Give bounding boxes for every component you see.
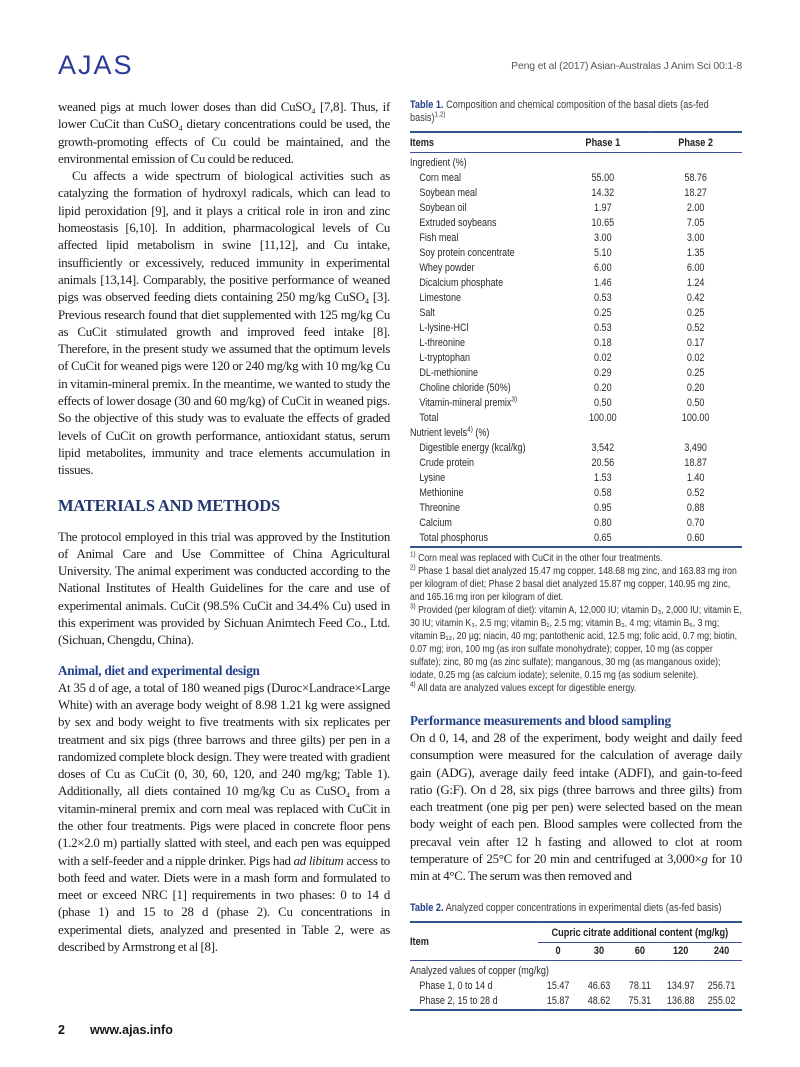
table-row bbox=[410, 291, 742, 306]
row-label: Phase 1, 0 to 14 d bbox=[419, 979, 493, 992]
table2-col-item: Item bbox=[410, 922, 538, 961]
phase1-value: 0.53 bbox=[594, 292, 612, 304]
row-label: Digestible energy (kcal/kg) bbox=[419, 442, 526, 454]
section-label: Ingredient (%) bbox=[410, 157, 467, 169]
table1-col-phase2: Phase 2 bbox=[649, 132, 742, 153]
page-number: 2 bbox=[58, 1023, 65, 1037]
table-section-row bbox=[410, 960, 742, 979]
dose-col-120: 120 bbox=[660, 942, 701, 960]
row-label: Soybean oil bbox=[419, 202, 467, 214]
phase2-value: 1.35 bbox=[686, 247, 705, 259]
footnote bbox=[410, 549, 742, 565]
phase2-value: 0.50 bbox=[686, 397, 705, 409]
footnote bbox=[410, 679, 742, 695]
dose-col-240: 240 bbox=[701, 942, 742, 960]
row-label: Methionine bbox=[419, 487, 464, 499]
phase1-value: 0.02 bbox=[594, 352, 612, 364]
subsection-heading-performance: Performance measurements and blood sampling bbox=[410, 713, 671, 728]
value-240: 256.71 bbox=[707, 979, 736, 992]
table-row bbox=[410, 231, 742, 246]
row-label: Calcium bbox=[419, 517, 452, 529]
table1-caption bbox=[410, 99, 742, 125]
phase2-value: 58.76 bbox=[684, 172, 707, 184]
section-label: Analyzed values of copper (mg/kg) bbox=[410, 964, 549, 977]
phase1-value: 0.58 bbox=[594, 487, 612, 499]
table1 bbox=[410, 131, 742, 548]
value-60: 75.31 bbox=[628, 994, 652, 1007]
footnote-marker: 4) bbox=[410, 679, 416, 689]
phase1-value: 0.80 bbox=[594, 517, 612, 529]
table1-col-items: Items bbox=[410, 132, 556, 153]
footnote-text: All data are analyzed values except for digestible energy. bbox=[415, 683, 637, 694]
value-60: 78.11 bbox=[628, 979, 651, 992]
section-label-text: Nutrient levels bbox=[410, 427, 468, 439]
value-120: 134.97 bbox=[666, 979, 695, 992]
phase2-value: 0.60 bbox=[686, 532, 705, 544]
phase2-value: 0.52 bbox=[686, 487, 705, 499]
table1-col-phase1: Phase 1 bbox=[556, 132, 649, 153]
table1-caption-text: Composition and chemical composition of the basal diets (as-fed basis) bbox=[410, 99, 709, 124]
table-row bbox=[410, 246, 742, 261]
row-label: Limestone bbox=[419, 292, 461, 304]
phase1-value: 100.00 bbox=[589, 412, 617, 424]
phase1-value: 1.97 bbox=[594, 202, 612, 214]
value-30: 48.62 bbox=[587, 994, 611, 1007]
phase2-value: 0.42 bbox=[686, 292, 705, 304]
table-row bbox=[410, 471, 742, 486]
table-section-row bbox=[410, 153, 742, 172]
row-label: Phase 2, 15 to 28 d bbox=[419, 994, 498, 1007]
table1-caption-sup: 1,2) bbox=[434, 109, 446, 119]
phase1-value: 0.50 bbox=[594, 397, 612, 409]
row-label: Choline chloride (50%) bbox=[419, 382, 511, 394]
row-label: Salt bbox=[419, 307, 435, 319]
phase2-value: 0.17 bbox=[686, 337, 705, 349]
phase1-value: 3,542 bbox=[591, 442, 615, 454]
phase2-value: 0.20 bbox=[686, 382, 705, 394]
table-row bbox=[410, 336, 742, 351]
phase1-value: 20.56 bbox=[591, 457, 615, 469]
section-label-sup: 4) bbox=[467, 424, 473, 434]
row-label: Fish meal bbox=[419, 232, 459, 244]
table-row bbox=[410, 306, 742, 321]
row-label: DL-methionine bbox=[419, 367, 479, 379]
value-0: 15.47 bbox=[546, 979, 570, 992]
row-label: L-lysine-HCl bbox=[419, 322, 469, 334]
table-row bbox=[410, 531, 742, 547]
table-row bbox=[410, 441, 742, 456]
phase1-value: 0.53 bbox=[594, 322, 612, 334]
footnote-marker: 2) bbox=[410, 562, 416, 572]
section-heading-materials-methods: MATERIALS AND METHODS bbox=[58, 495, 280, 515]
table-row bbox=[410, 994, 742, 1010]
phase1-value: 3.00 bbox=[594, 232, 612, 244]
dose-col-0: 0 bbox=[538, 942, 579, 960]
footnote-text: Provided (per kilogram of diet): vitamin A, 12,000 IU; vitamin D₃, 2,000 IU; vitamin E, 30 IU; vitamin K₃, 2.5 mg; vitamin B₁, 2.5 mg; vitamin B₂, 4 mg; vitamin B₆, 3 mg; vitamin B₁₂, 20 μg; niacin, 40 mg; pantothenic acid, 12.5 mg; folic acid, 0.7 mg; biotin, 0.07 mg; iron, 100 mg (as iron sulfate monohydrate); copper, 10 mg (as copper sulfate); zinc, 80 mg (as zinc sulfate); manganous, 30 mg (as manganous oxide); iodate, 0.25 mg (as calcium iodate); selenite, 0.15 mg (as sodium selenite). bbox=[410, 605, 742, 681]
table-row bbox=[410, 396, 742, 411]
table1-footnotes bbox=[410, 549, 742, 695]
table1-module bbox=[410, 99, 742, 695]
table-row bbox=[410, 381, 742, 396]
running-head-citation: Peng et al (2017) Asian-Australas J Anim Sci 00:1-8 bbox=[511, 59, 742, 72]
row-label: Total phosphorus bbox=[419, 532, 489, 544]
table1-header-row bbox=[410, 132, 742, 153]
table-row bbox=[410, 516, 742, 531]
phase1-value: 6.00 bbox=[594, 262, 612, 274]
footnote bbox=[410, 601, 742, 682]
table-row bbox=[410, 456, 742, 471]
table2-span-header-row bbox=[410, 922, 742, 943]
row-label: Soy protein concentrate bbox=[419, 247, 515, 259]
table1-caption-label: Table 1. bbox=[410, 99, 444, 111]
performance-paragraph bbox=[410, 730, 742, 886]
row-label: L-tryptophan bbox=[419, 352, 471, 364]
table-section-row bbox=[410, 426, 742, 441]
table2 bbox=[410, 921, 742, 1011]
table2-caption-text: Analyzed copper concentrations in experimental diets (as-fed basis) bbox=[443, 901, 722, 914]
phase2-value: 1.24 bbox=[686, 277, 705, 289]
design-italic-phrase: ad libitum bbox=[293, 853, 344, 868]
phase2-value: 1.40 bbox=[686, 472, 705, 484]
table-row bbox=[410, 216, 742, 231]
phase2-value: 3.00 bbox=[686, 232, 705, 244]
phase1-value: 55.00 bbox=[591, 172, 615, 184]
table-row bbox=[410, 276, 742, 291]
row-label: Whey powder bbox=[419, 262, 475, 274]
phase1-value: 5.10 bbox=[594, 247, 612, 259]
row-label: L-threonine bbox=[419, 337, 466, 349]
table2-span-header: Cupric citrate additional content (mg/kg) bbox=[538, 922, 742, 943]
table-row bbox=[410, 261, 742, 276]
journal-logo: AJAS bbox=[58, 50, 134, 80]
right-column bbox=[410, 99, 742, 1011]
phase1-value: 14.32 bbox=[591, 187, 615, 199]
intro-paragraph-2: Cu affects a wide spectrum of biological activities such as catalyzing the formation of hydroxyl radicals, which can lead to lipid peroxidation [9], and it plays a critical role in iron and zinc homeostasis [6,10]. In addition, pharmacological levels of Cu affected lipid metabolism in swine [11,12], and Cu intake, insufficiently or excessively, reduced immunity in experimental animals [13,14]. Comparably, the positive performance of weaned pigs was observed feeding diets containing 250 mg/kg CuSO₄ [3]. Previous research found that diet supplemented with 125 mg/kg Cu as CuCit stimulated growth and improved feed intake [8]. Therefore, in the present study we assumed that the optimum levels of CuCit for weaned pigs were 120 or 240 mg/kg with 10 mg/kg Cu in vitamin-mineral premix. In the meantime, we wanted to study the effects of lower dosage (30 and 60 mg/kg) of CuCit in weaned pigs. So the objective of this study was to evaluate the effects of graded levels of CuCit on growth performance, antioxidant status, serum lipid metabolites, immunity and trace elements accumulation in tissues. bbox=[58, 169, 390, 478]
phase2-value: 7.05 bbox=[686, 217, 705, 229]
phase2-value: 3,490 bbox=[684, 442, 707, 454]
row-label: Extruded soybeans bbox=[419, 217, 497, 229]
phase1-value: 0.29 bbox=[594, 367, 612, 379]
table-row bbox=[410, 501, 742, 516]
table-row bbox=[410, 979, 742, 994]
two-column-layout bbox=[58, 99, 742, 1011]
table-row bbox=[410, 486, 742, 501]
phase2-value: 0.25 bbox=[686, 307, 705, 319]
design-text-2: access to both feed and water. Diets were in a mash form and formulated to meet or exceed NRC [1] requirements in two phases: 0 to 14 d (phase 1) and 15 to 28 d (phase 2). Cu concentrations in experimental diets, analyzed and presented in Table 2, were as described by Armstrong et al [8]. bbox=[58, 853, 390, 955]
footnote bbox=[410, 562, 742, 604]
performance-text-1: On d 0, 14, and 28 of the experiment, body weight and daily feed consumption were measured for the calculation of average daily gain (ADG), average daily feed intake (ADFI), and gain-to-feed ratio (G:F). On d 28, six pigs (three barrows and three gilts) from each treatment (one pig per pen) were selected based on the mean body weight of each pen. Blood samples were collected from the precaval vein after 12 h fasting and allowed to clot at room temperature of 25°C for 20 min and centrifuged at 3,000× bbox=[410, 731, 742, 867]
footnote-text: Corn meal was replaced with CuCit in the other four treatments. bbox=[415, 553, 663, 564]
row-label: Threonine bbox=[419, 502, 460, 514]
phase1-value: 0.65 bbox=[594, 532, 612, 544]
footnote-marker: 1) bbox=[410, 549, 416, 559]
phase1-value: 0.95 bbox=[594, 502, 612, 514]
section-label-suffix: (%) bbox=[472, 427, 490, 439]
table2-caption-label: Table 2. bbox=[410, 901, 444, 914]
row-label-text: Vitamin-mineral premix bbox=[419, 397, 512, 409]
page-footer bbox=[58, 1023, 173, 1037]
row-label: Lysine bbox=[419, 472, 446, 484]
phase2-value: 0.70 bbox=[686, 517, 705, 529]
performance-text-2: for 10 min at 4°C. The serum was then removed and bbox=[410, 852, 742, 884]
table-row bbox=[410, 201, 742, 216]
phase2-value: 2.00 bbox=[686, 202, 705, 214]
phase1-value: 0.20 bbox=[594, 382, 612, 394]
phase1-value: 10.65 bbox=[591, 217, 615, 229]
dose-col-30: 30 bbox=[579, 942, 620, 960]
left-column bbox=[58, 99, 390, 1011]
design-paragraph bbox=[58, 680, 390, 957]
phase2-value: 100.00 bbox=[681, 412, 710, 424]
footnote-text: Phase 1 basal diet analyzed 15.47 mg copper, 148.68 mg zinc, and 163.83 mg iron per kilogram of diet; Phase 2 basal diet analyzed 15.87 mg copper, 140.95 mg zinc, and 165.16 mg iron per kilogram of diet. bbox=[410, 566, 737, 603]
phase1-value: 0.18 bbox=[594, 337, 612, 349]
value-120: 136.88 bbox=[666, 994, 695, 1007]
phase2-value: 0.02 bbox=[686, 352, 705, 364]
phase2-value: 0.25 bbox=[686, 367, 705, 379]
footnote-marker: 3) bbox=[410, 601, 416, 611]
phase2-value: 18.87 bbox=[684, 457, 707, 469]
phase2-value: 6.00 bbox=[686, 262, 705, 274]
phase1-value: 1.46 bbox=[594, 277, 612, 289]
row-label: Corn meal bbox=[419, 172, 461, 184]
design-text-1: At 35 d of age, a total of 180 weaned pigs (Duroc×Landrace×Large White) with an average body weight of 8.98 1.21 kg were assigned by sex and body weight to five treatments with six replicates per treatment and six pigs (three barrows and three gilts) per pen in a randomized complete block design. They were treated with gradient doses of Cu as CuCit (0, 30, 60, 120, and 240 mg/kg; Table 1). Additionally, all diets contained 10 mg/kg Cu as CuSO₄ from a vitamin-mineral premix and corn meal was replaced with CuCit in the other four treatments. Pigs were placed in concrete floor pens (1.2×2.0 m) partially slatted with steel, and each pen was equipped with a self-feeder and a nipple drinker. Pigs had bbox=[58, 680, 390, 868]
value-0: 15.87 bbox=[546, 994, 570, 1007]
intro-paragraph-1: weaned pigs at much lower doses than did CuSO₄ [7,8]. Thus, if lower CuCit than CuSO₄ dietary concentrations could be used, the growth-promoting effects of Cu could be maintained, and the environmental emission of Cu could be reduced. bbox=[58, 100, 390, 166]
performance-italic-g: g bbox=[701, 852, 708, 867]
row-label: Soybean meal bbox=[419, 187, 478, 199]
table-row bbox=[410, 171, 742, 186]
phase1-value: 0.25 bbox=[594, 307, 612, 319]
table2-module bbox=[410, 902, 742, 1011]
phase2-value: 0.52 bbox=[686, 322, 705, 334]
row-label bbox=[410, 396, 556, 411]
subsection-heading-animal-diet: Animal, diet and experimental design bbox=[58, 662, 260, 678]
value-240: 255.02 bbox=[707, 994, 736, 1007]
dose-col-60: 60 bbox=[619, 942, 660, 960]
value-30: 46.63 bbox=[587, 979, 611, 992]
table-row bbox=[410, 186, 742, 201]
table2-caption bbox=[410, 902, 742, 915]
section-label bbox=[410, 426, 742, 441]
row-label: Crude protein bbox=[419, 457, 475, 469]
journal-site: www.ajas.info bbox=[89, 1023, 173, 1037]
phase1-value: 1.53 bbox=[594, 472, 612, 484]
page-header bbox=[58, 50, 742, 81]
row-label: Total bbox=[419, 412, 439, 424]
phase2-value: 0.88 bbox=[686, 502, 705, 514]
table-row bbox=[410, 351, 742, 366]
row-label-sup: 3) bbox=[511, 394, 518, 404]
table-row bbox=[410, 411, 742, 426]
table-row bbox=[410, 366, 742, 381]
table-row bbox=[410, 321, 742, 336]
methods-paragraph: The protocol employed in this trial was approved by the Institution of Animal Care and Use Committee of China Agricultural University. The animal experiment was conducted according to the National Institutes of Health Guidelines for the care and use of experimental animals. CuCit (98.5% CuCit and 34.4% Cu) used in this experiment was provided by Sichuan Animtech Feed Co., Ltd. (Sichuan, Chengdu, China). bbox=[58, 529, 390, 648]
row-label: Dicalcium phosphate bbox=[419, 277, 504, 289]
phase2-value: 18.27 bbox=[684, 187, 707, 199]
